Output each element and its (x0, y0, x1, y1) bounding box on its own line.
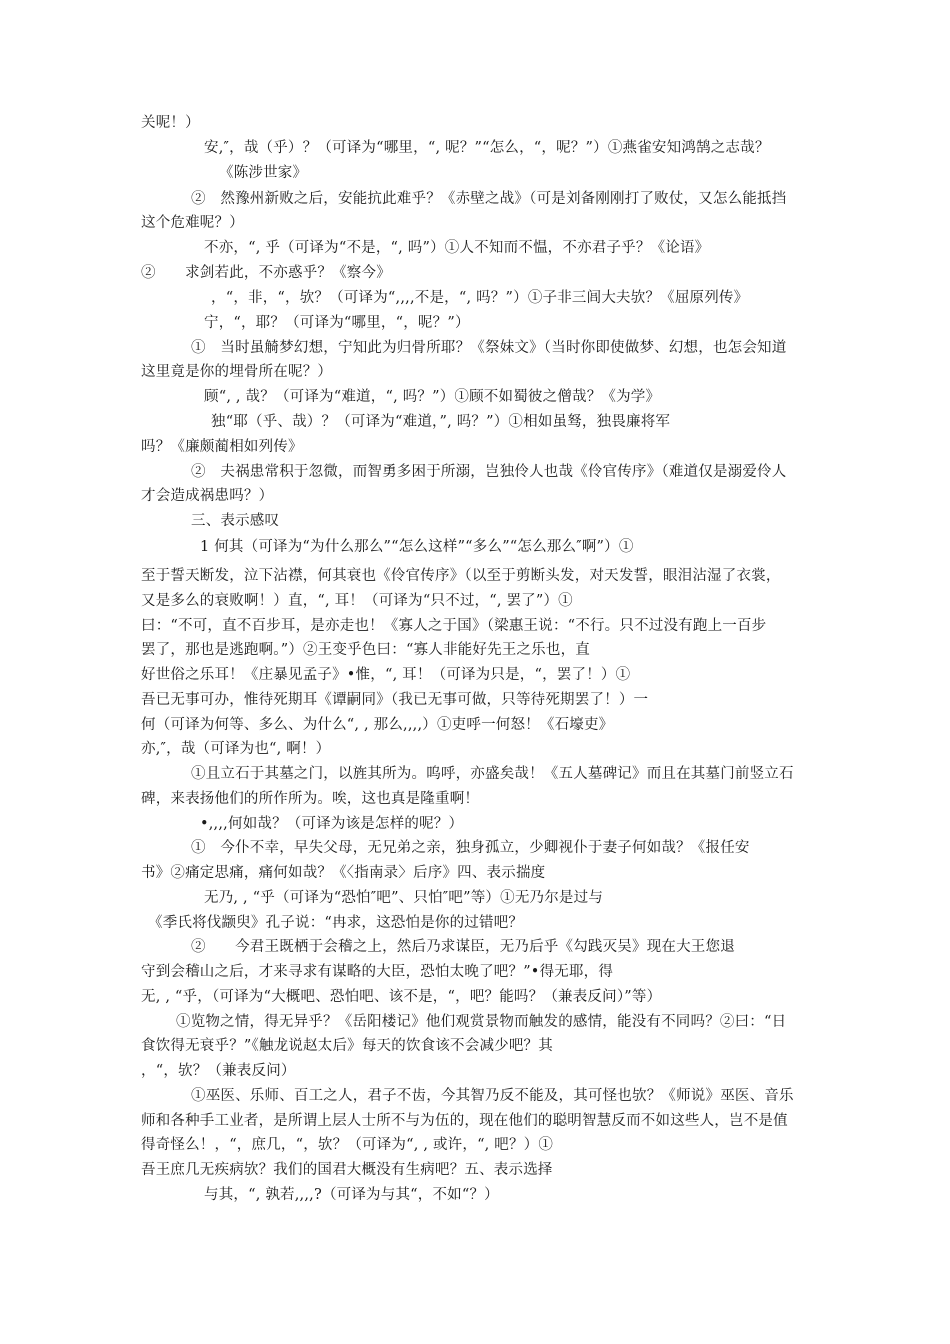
text-line: ② 夫祸患常积于忽微，而智勇多困于所溺，岂独伶人也哉《伶官传序》（难道仅是溺爱伶人 (191, 464, 787, 480)
text-line: 顾“, , 哉？（可译为“难道，“, 吗？”）①顾不如蜀彼之僧哉？《为学》 (204, 389, 661, 405)
text-line: 《陈涉世家》 (219, 165, 308, 181)
text-line: 亦,″，哉（可译为也“, 啊！） (141, 741, 331, 757)
text-line: ，“，欤？（兼表反问） (141, 1063, 296, 1079)
section-heading: 三、表示感叹 (191, 513, 280, 529)
text-line: 关呢！） (141, 115, 200, 131)
text-line: 吾王庶几无疾病欤？我们的国君大概没有生病吧？五、表示选择 (141, 1162, 553, 1178)
text-line: 与其，“, 孰若,,,,?（可译为与其“，不如“？） (204, 1187, 499, 1203)
text-line: 《季氏将伐颛臾》孔子说：“冉求，这恐怕是你的过错吧？ (148, 915, 524, 931)
text-line: •,,,,何如哉？（可译为该是怎样的呢？） (200, 816, 464, 832)
text-line: 这个危难呢？） (141, 215, 244, 231)
text-line: 曰：“不可，直不百步耳，是亦走也！《寡人之于国》（梁惠王说：“不行。只不过没有跑上一百步 (141, 618, 767, 634)
text-line: 又是多么的衰败啊！）直，“, 耳！（可译为“只不过，“, 罢了”）① (141, 593, 573, 609)
text-line: 罢了，那也是逃跑啊。”）②王变乎色曰：“寡人非能好先王之乐也，直 (141, 642, 590, 658)
text-line: 独“耶（乎、哉）？（可译为“难道，”, 吗？”）①相如虽驽，独畏廉将军 (211, 414, 671, 430)
text-line: ② 然豫州新败之后，安能抗此难乎？《赤壁之战》（可是刘备刚刚打了败仗，又怎么能抵挡 (191, 191, 787, 207)
text-line: ① 当时虽觭梦幻想，宁知此为归骨所耶？《祭妹文》（当时你即使做梦、幻想，也怎会知道 (191, 340, 787, 356)
text-line: 无, , “乎，（可译为“大概吧、恐怕吧、该不是，“，吧？能吗？（兼表反问）”等） (141, 989, 662, 1005)
text-line: 1 何其（可译为“为什么那么”“怎么这样”“多么”“怎么那么″啊”）① (200, 539, 634, 555)
text-line: 守到会稽山之后，才来寻求有谋略的大臣，恐怕太晚了吧？”•得无耶，得 (141, 964, 614, 980)
text-line: 无乃, , “乎（可译为“恐怕″吧”、只怕″吧”等）①无乃尔是过与 (204, 890, 604, 906)
text-line: 吗？《廉颇蔺相如列传》 (141, 439, 303, 455)
text-line: 何（可译为何等、多么、为什么“, , 那么,,,,）①吏呼一何怒！《石壕吏》 (141, 717, 614, 733)
text-line: 才会造成祸患吗？） (141, 488, 274, 504)
text-line: 碑，来表扬他们的所作所为。唉，这也真是隆重啊！ (141, 791, 480, 807)
text-line: 书》②痛定思痛，痛何如哉？《〈指南录〉后序》四、表示揣度 (141, 865, 546, 881)
text-line: 吾已无事可办，惟待死期耳《谭嗣同》（我已无事可做，只等待死期罢了！）一 (141, 692, 649, 708)
text-line: ，“，非，“，欤？（可译为“,,,,不是，“, 吗？”）①子非三闾大夫欤？《屈原列传》 (211, 290, 749, 306)
text-line: ①且立石于其墓之门，以旌其所为。呜呼，亦盛矣哉！《五人墓碑记》而且在其墓门前竖立石 (191, 766, 794, 782)
text-line: ① 今仆不幸，早失父母，无兄弟之亲，独身孤立，少卿视仆于妻子何如哉？《报任安 (191, 840, 750, 856)
text-line: 至于誓天断发，泣下沾襟，何其衰也《伶官传序》（以至于剪断头发，对天发誓，眼泪沾湿了衣裳， (141, 568, 781, 584)
text-line: 宁，“，耶？（可译为“哪里，“，呢？”） (204, 315, 470, 331)
text-line: 安,″，哉（乎）？（可译为“哪里，“, 呢？”“怎么，“，呢？”）①燕雀安知鸿鹄之志哉？ (204, 140, 770, 156)
text-line: 不亦，“, 乎（可译为“不是，“, 吗”）①人不知而不愠，不亦君子乎？《论语》 (204, 240, 710, 256)
text-line: 得奇怪么！，“，庶几，“，欤？（可译为“, , 或许，“, 吧？）① (141, 1137, 554, 1153)
text-line: ①览物之情，得无异乎？《岳阳楼记》他们观赏景物而触发的感情，能没有不同吗？②曰：“日 (176, 1014, 787, 1030)
text-line: 好世俗之乐耳！《庄暴见孟子》•惟，“, 耳！（可译为只是，“，罢了！）① (141, 667, 631, 683)
text-line: 这里竟是你的埋骨所在呢？） (141, 364, 333, 380)
text-line: ①巫医、乐师、百工之人，君子不齿，今其智乃反不能及，其可怪也欤？《师说》巫医、音乐 (191, 1088, 794, 1104)
text-line: 师和各种手工业者，是所谓上层人士所不与为伍的，现在他们的聪明智慧反而不如这些人，岂不是值 (141, 1113, 788, 1129)
text-line: ② 求剑若此，不亦惑乎？《察今》 (141, 265, 391, 281)
text-line: 食饮得无衰乎？”《触龙说赵太后》每天的饮食该不会减少吧？其 (141, 1038, 553, 1054)
text-line: ② 今君王既栖于会稽之上，然后乃求谋臣，无乃后乎《勾践灭吴》现在大王您退 (191, 939, 735, 955)
